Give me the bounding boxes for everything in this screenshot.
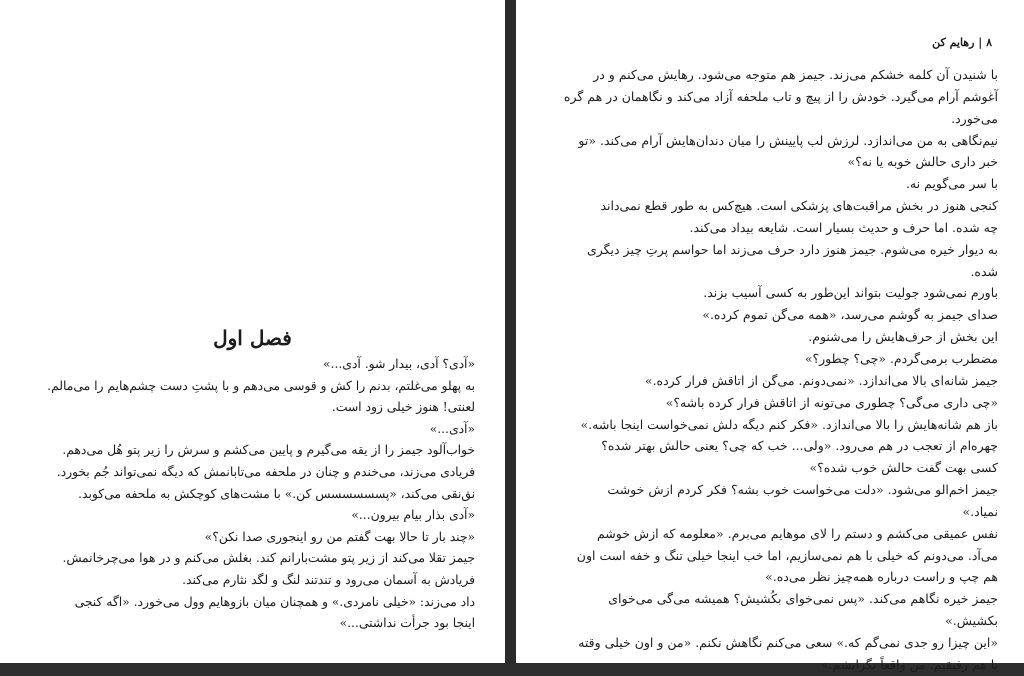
text-line: داد می‌زند: «خیلی نامردی.» و همچنان میان بازوهایم وول می‌خورد. «اگه کنجی <box>74 594 475 609</box>
text-line: جیمز شانه‌ای بالا می‌اندازد. «نمی‌دونم. می‌گن از اتاقش فرار کرده.» <box>644 372 998 388</box>
chapter-title: فصل اول <box>213 326 292 350</box>
text-line: بکشیش.» <box>945 613 998 629</box>
text-line: می‌آد. می‌دونم که خیلی با هم نمی‌سازیم، اما خب اینجا خیلی تنگ و خفه است اون <box>576 547 998 563</box>
text-line: «چی داری می‌گی؟ چطوری می‌تونه از اتاقش فرار کرده باشه؟» <box>665 394 998 410</box>
text-line: هم چپ و راست درباره همه‌چیز نظر می‌ده.» <box>765 569 998 585</box>
text-line: شده. <box>970 263 998 279</box>
text-line: مضطرب برمی‌گردم. «چی؟ چطور؟» <box>804 350 998 366</box>
text-line: آغوشم آرام می‌گیرد. خودش را از پیچ و تاب ملحفه آزاد می‌کند و نگاهمان در هم گره <box>563 88 998 104</box>
text-line: کسی بهت گفت حالش خوب شده؟» <box>809 460 998 476</box>
text-line: جیمز خیره نگاهم می‌کند. «پس نمی‌خوای بکُشیش؟ همیشه می‌گی می‌خوای <box>608 591 998 607</box>
text-line: فریادش به آسمان می‌رود و تندتند لنگ و لگد نثارم می‌کند. <box>182 572 475 587</box>
right-page-text <box>543 64 998 676</box>
text-line: «آدی بذار بیام بیرون...» <box>351 508 475 523</box>
left-page-text <box>35 354 475 635</box>
text-line: «آدی؟ آدی، بیدار شو. آدی...» <box>323 357 475 371</box>
text-line: باز هم شانه‌هایش را بالا می‌اندازد. «فکر کنم دیگه دلش نمی‌خواست اینجا باشه.» <box>580 416 998 432</box>
right-page <box>516 0 1024 672</box>
text-line: باورم نمی‌شود جولیت بتواند این‌طور به کسی آسیب بزند. <box>703 285 998 301</box>
text-line: جیمز اخم‌الو می‌شود. «دلت می‌خواست خوب بشه؟ فکر کردم ازش خوشت <box>607 482 998 498</box>
text-line: می‌خورد. <box>951 110 998 126</box>
left-page <box>0 0 505 663</box>
running-header: ۸ | رهایم کن <box>932 36 992 49</box>
text-line: با سر می‌گویم نه. <box>905 176 998 192</box>
text-line: با شنیدن آن کلمه خشکم می‌زند. جیمز هم متوجه می‌شود. رهایش می‌کنم و در <box>593 67 998 82</box>
text-line: خبر داری حالش خوبه یا نه؟» <box>847 154 998 170</box>
text-line: جیمز تقلا می‌کند از زیر پتو مشت‌بارانم کند. بغلش می‌کنم و در هوا می‌چرخانمش. <box>62 551 475 566</box>
text-line: به پهلو می‌غلتم، بدنم را کش و قوسی می‌دهم و با پشتِ دست چشم‌هایم را می‌مالم. <box>47 378 475 393</box>
text-line: این بخش از حرف‌هایش را می‌شنوم. <box>808 329 998 345</box>
text-line: لعنتی! هنوز خیلی زود است. <box>331 400 475 415</box>
text-line: به دیوار خیره می‌شوم. جیمز هنوز دارد حرف می‌زند اما حواسم پرتِ چیز دیگری <box>586 241 998 257</box>
text-line: «آدی...» <box>429 421 475 436</box>
book-gutter <box>505 0 516 663</box>
text-line: «این چیزا رو جدی نمی‌گم که.» سعی می‌کنم نگاهش نکنم. «من و اون خیلی وقته <box>578 634 998 650</box>
text-line: چهره‌ام از تعجب در هم می‌رود. «ولی... خب که چی؟ یعنی حالش بهتر شده؟ <box>601 438 998 454</box>
text-line: نیم‌نگاهی به من می‌اندازد. لرزش لب پایینش را میان دندان‌هایش آرام می‌کند. «تو <box>578 132 998 148</box>
text-line: صدای جیمز به گوشم می‌رسد، «همه می‌گن تموم کرده.» <box>702 307 998 323</box>
text-line: «چند بار تا حالا بهت گفتم من رو اینجوری صدا نکن؟» <box>204 529 475 544</box>
text-line: فریادی می‌زند، می‌خندم و چنان در ملحفه می‌تابانمش که دیگه نمی‌تواند جُم بخورد. <box>56 464 475 479</box>
text-line: نمیاد.» <box>962 503 998 519</box>
text-line: با هم رفیقیم. من واقعاً نگرانشم.» <box>820 656 998 672</box>
text-line: نفس عمیقی می‌کشم و دستم را لای موهایم می‌برم. «معلومه که ازش خوشم <box>596 525 998 541</box>
text-line: کنجی هنوز در بخش مراقبت‌های پزشکی است. هیچ‌کس به طور قطع نمی‌داند <box>600 198 998 214</box>
text-line: نق‌نقی می‌کند، «پسسسسسس کن.» با مشت‌های کوچکش به ملحفه می‌کوبد. <box>78 486 475 501</box>
text-line: چه شده. اما حرف و حدیث بسیار است. شایعه بیداد می‌کند. <box>689 219 998 235</box>
text-line: اینجا بود جرأت نداشتی...» <box>339 616 475 631</box>
text-line: خواب‌آلود جیمز را از یقه می‌گیرم و پایین می‌کشم و سرش را زیر پتو هُل می‌دهم. <box>62 443 475 458</box>
